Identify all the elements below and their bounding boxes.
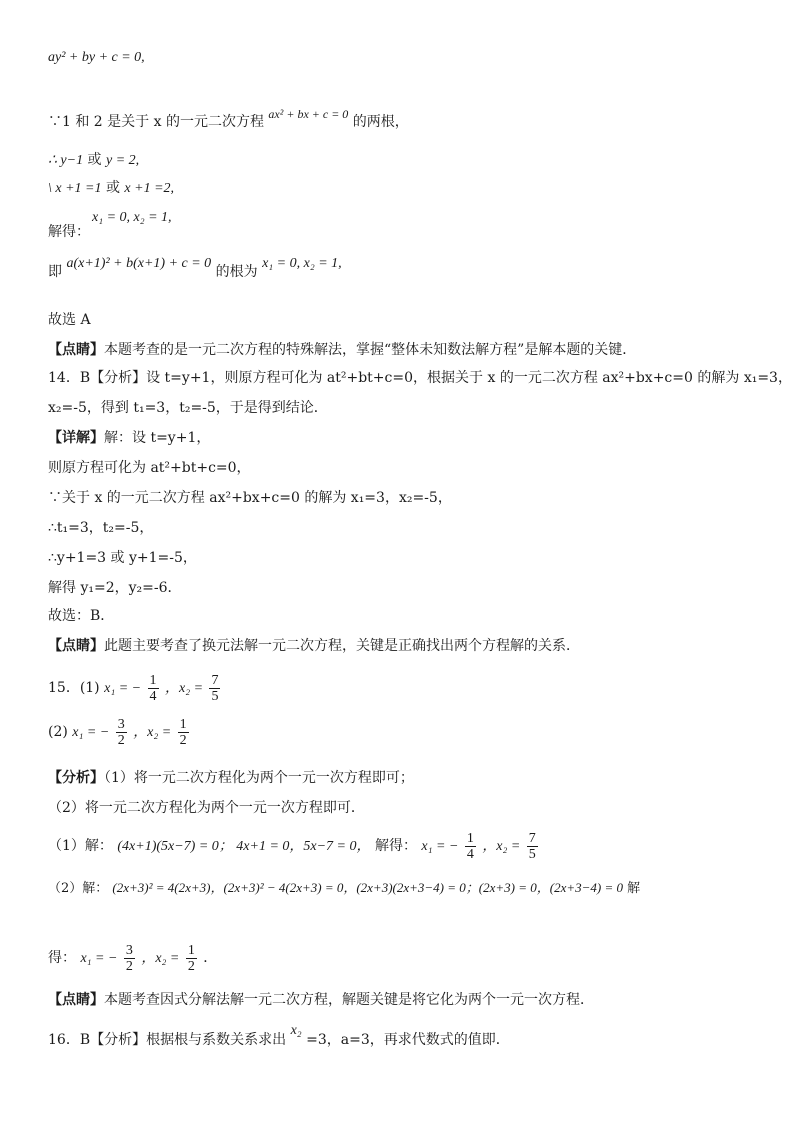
- x1: x₁ = −: [72, 725, 110, 740]
- text: （1）解：: [48, 838, 113, 854]
- text: 15．(1): [48, 680, 100, 696]
- text-line-10: 14．B【分析】设 t=y+1，则原方程可化为 at²+bt+c=0，根据关于 x 的一元二次方程 ax²+bx+c=0 的解为 x₁=3，: [48, 370, 792, 386]
- denominator: 2: [179, 732, 187, 748]
- tag: 【点睛】: [48, 638, 104, 654]
- tag: 【点睛】: [48, 992, 104, 1008]
- denominator: 5: [528, 846, 536, 862]
- fraction: [178, 717, 189, 748]
- equation: (2x+3)² = 4(2x+3)，(2x+3)² − 4(2x+3) = 0，(2x+3)(2x+3−4) = 0；(2x+3) = 0，(2x+3−4) = 0: [112, 880, 624, 895]
- solution-2: [48, 878, 640, 899]
- tag: 【点睛】: [48, 342, 104, 358]
- text-line-17: 解得 y₁=2，y₂=-6．: [48, 580, 182, 596]
- text-line-28: [48, 1023, 510, 1051]
- answer-15-2: [48, 716, 191, 749]
- text: （1）将一元二次方程化为两个一元一次方程即可；: [104, 770, 414, 786]
- text: （2）解：: [48, 881, 109, 896]
- equation: x +1 =2,: [124, 181, 175, 196]
- denominator: 4: [466, 846, 474, 862]
- denominator: 2: [187, 958, 195, 974]
- equation: \ x +1 =1: [48, 181, 102, 196]
- text-line-22: [48, 768, 414, 788]
- text: 本题考查的是一元二次方程的特殊解法，掌握“整体未知数法解方程”是解本题的关键．: [104, 342, 637, 358]
- equation: ax² + bx + c = 0: [268, 107, 349, 121]
- equation: (4x+1)(5x−7) = 0； 4x+1 = 0，5x−7 = 0，: [117, 839, 371, 854]
- text-line-8: 故选 A: [48, 312, 91, 328]
- text: =3，a=3，再求代数式的值即．: [306, 1032, 510, 1048]
- text: ∵1 和 2 是关于 x 的一元二次方程: [48, 114, 264, 130]
- numerator: 1: [466, 830, 474, 846]
- numerator: 7: [528, 830, 536, 846]
- text: 此题主要考查了换元法解一元二次方程，关键是正确找出两个方程解的关系．: [104, 638, 580, 654]
- text: 或: [105, 180, 120, 196]
- text-line-6: 解得：: [48, 224, 90, 240]
- text-line-18: 故选：B．: [48, 608, 115, 624]
- text: 或: [87, 152, 102, 168]
- equation: ∴ y−1: [48, 153, 84, 168]
- fraction: [148, 673, 159, 704]
- fraction: [209, 673, 220, 704]
- numerator: 1: [179, 716, 187, 732]
- solution-1: [48, 830, 540, 863]
- text-line-13: 则原方程可化为 at²+bt+c=0，: [48, 460, 251, 476]
- text-line-roots: [48, 107, 409, 132]
- solution-2-result: [48, 942, 217, 975]
- text-line-3: [48, 150, 139, 171]
- denominator: 2: [117, 732, 125, 748]
- text-line-15: ∴t₁=3，t₂=-5，: [48, 520, 154, 536]
- text: (2): [48, 724, 68, 740]
- text-line-9: [48, 340, 636, 360]
- tag: 【分析】: [48, 770, 104, 786]
- text: 16．B【分析】根据根与系数关系求出: [48, 1032, 287, 1048]
- fraction: [527, 831, 538, 862]
- numerator: 3: [117, 716, 125, 732]
- text: 的根为: [215, 264, 258, 280]
- answer-15-1: [48, 672, 222, 705]
- x2: ，x₂ =: [133, 725, 172, 740]
- text: 本题考查因式分解法解一元二次方程，解题关键是将它化为两个一元一次方程．: [104, 992, 594, 1008]
- x2: ，x₂ =: [141, 951, 180, 966]
- denominator: 5: [211, 688, 219, 704]
- text-line-12: [48, 428, 210, 448]
- text-line-16: ∴y+1=3 或 y+1=-5，: [48, 550, 197, 566]
- equation: y = 2,: [105, 153, 140, 168]
- tag: 【详解】: [48, 430, 104, 446]
- fraction: [186, 943, 197, 974]
- denominator: 2: [125, 958, 133, 974]
- fraction: [465, 831, 476, 862]
- text: 即: [48, 264, 62, 280]
- x2: x₂: [290, 1023, 302, 1038]
- numerator: 1: [149, 672, 157, 688]
- text: 的两根，: [352, 114, 409, 130]
- text-line-7: [48, 256, 342, 283]
- numerator: 7: [211, 672, 219, 688]
- text-line-27: [48, 990, 594, 1010]
- text: ．: [203, 950, 218, 966]
- text: 解：设 t=y+1，: [104, 430, 211, 446]
- fraction: [116, 717, 127, 748]
- x2: ，x₂ =: [482, 839, 521, 854]
- text-line-11: x₂=-5，得到 t₁=3，t₂=-5，于是得到结论．: [48, 400, 328, 416]
- x2: ，x₂ =: [165, 681, 204, 696]
- text-line-14: ∵关于 x 的一元二次方程 ax²+bx+c=0 的解为 x₁=3，x₂=-5，: [48, 490, 452, 506]
- equation: x₁ = 0, x₂ = 1,: [262, 256, 342, 271]
- equation: a(x+1)² + b(x+1) + c = 0: [66, 256, 212, 271]
- x1: x₁ = −: [104, 681, 142, 696]
- x1: x₁ = −: [80, 951, 118, 966]
- numerator: 3: [125, 942, 133, 958]
- numerator: 1: [187, 942, 195, 958]
- text-line-4: [48, 178, 174, 199]
- x1: x₁ = −: [421, 839, 459, 854]
- denominator: 4: [149, 688, 157, 704]
- equation-line-5: x₁ = 0, x₂ = 1,: [92, 210, 172, 225]
- fraction: [124, 943, 135, 974]
- text: 得：: [48, 950, 76, 966]
- text: 解: [627, 881, 641, 896]
- equation-line-1: ay² + by + c = 0,: [48, 50, 145, 65]
- text-line-19: [48, 636, 580, 656]
- text-line-23: （2）将一元二次方程化为两个一元一次方程即可．: [48, 800, 365, 816]
- text: 解得：: [374, 838, 417, 854]
